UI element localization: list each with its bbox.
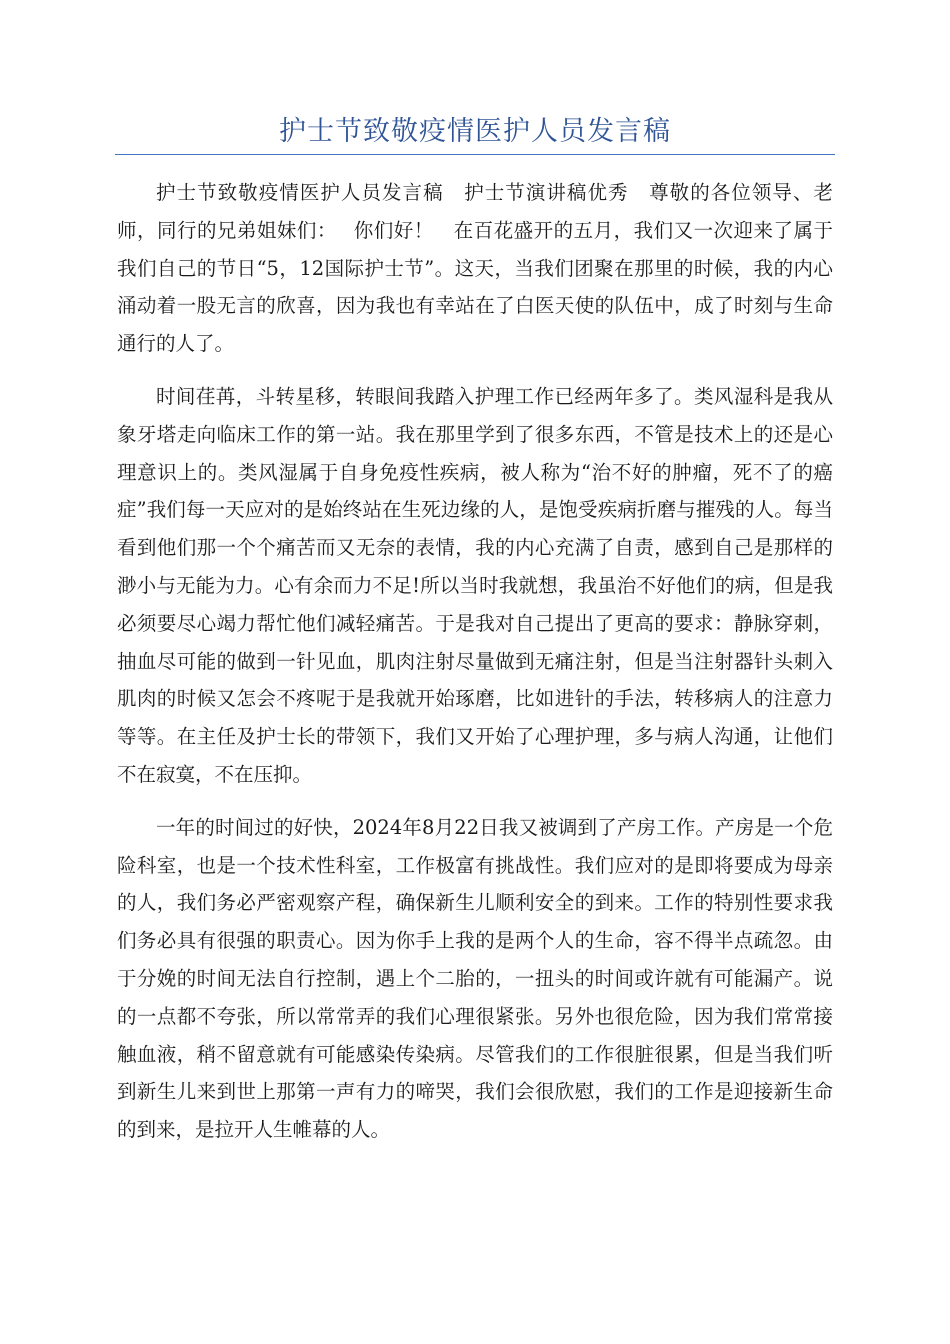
document-body — [117, 174, 833, 1164]
paragraph-3: 一年的时间过的好快，2024年8月22日我又被调到了产房工作。产房是一个危险科室，也是一个技术性科室，工作极富有挑战性。我们应对的是即将要成为母亲的人，我们务必严密观察产程，确保新生儿顺利安全的到来。工作的特别性要求我们务必具有很强的职责心。因为你手上我的是两个人的生命，容不得半点疏忽。由于分娩的时间无法自行控制，遇上个二胎的，一扭头的时间或许就有可能漏产。说的一点都不夸张，所以常常弄的我们心理很紧张。另外也很危险，因为我们常常接触血液，稍不留意就有可能感染传染病。尽管我们的工作很脏很累，但是当我们听到新生儿来到世上那第一声有力的啼哭，我们会很欣慰，我们的工作是迎接新生命的到来，是拉开人生帷幕的人。 — [117, 815, 833, 1142]
title-underline — [115, 154, 835, 155]
paragraph-1: 护士节致敬疫情医护人员发言稿 护士节演讲稿优秀 尊敬的各位领导、老师，同行的兄弟姐妹们： 你们好！ 在百花盛开的五月，我们又一次迎来了属于我们自己的节日“5，12国际护士节”。这天，当我们团聚在那里的时候，我的内心涌动着一股无言的欣喜，因为我也有幸站在了白医天使的队伍中，成了时刻与生命通行的人了。 — [117, 181, 833, 356]
document-title: 护士节致敬疫情医护人员发言稿 — [279, 116, 671, 147]
paragraph-2: 时间荏苒，斗转星移，转眼间我踏入护理工作已经两年多了。类风湿科是我从象牙塔走向临床工作的第一站。我在那里学到了很多东西，不管是技术上的还是心理意识上的。类风湿属于自身免疫性疾病，被人称为“治不好的肿瘤，死不了的癌症”我们每一天应对的是始终站在生死边缘的人，是饱受疾病折磨与摧残的人。每当看到他们那一个个痛苦而又无奈的表情，我的内心充满了自责，感到自己是那样的渺小与无能为力。心有余而力不足!所以当时我就想，我虽治不好他们的病，但是我必须要尽心竭力帮忙他们减轻痛苦。于是我对自己提出了更高的要求：静脉穿刺，抽血尽可能的做到一针见血，肌肉注射尽量做到无痛注射，但是当注射器针头刺入肌肉的时候又怎会不疼呢于是我就开始琢磨，比如进针的手法，转移病人的注意力等等。在主任及护士长的带领下，我们又开始了心理护理，多与病人沟通，让他们不在寂寞，不在压抑。 — [117, 384, 833, 786]
